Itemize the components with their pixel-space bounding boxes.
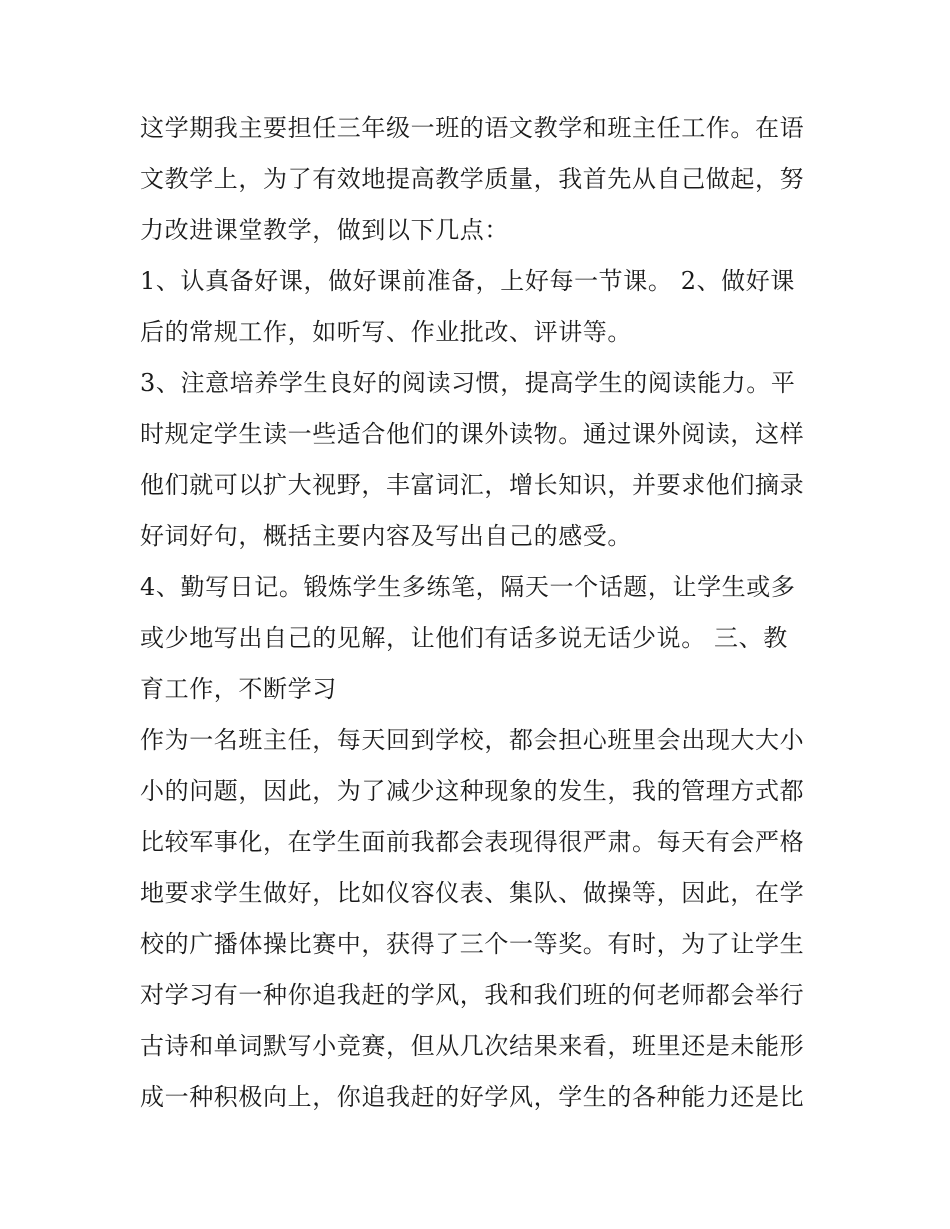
text-line: 作为一名班主任，每天回到学校，都会担心班里会出现大大小: [140, 726, 805, 754]
text-line: 地要求学生做好，比如仪容仪表、集队、做操等，因此，在学: [140, 879, 805, 907]
text-line: 这学期我主要担任三年级一班的语文教学和班主任工作。在语: [140, 114, 805, 142]
body-text: [140, 103, 820, 1123]
text-line: 小的问题，因此，为了减少这种现象的发生，我的管理方式都: [140, 777, 805, 805]
text-line: 时规定学生读一些适合他们的课外读物。通过课外阅读，这样: [140, 420, 805, 448]
text-line: 后的常规工作，如听写、作业批改、评讲等。: [140, 318, 632, 346]
text-line: 育工作，不断学习: [140, 675, 337, 703]
text-line: 比较军事化，在学生面前我都会表现得很严肃。每天有会严格: [140, 828, 805, 856]
text-line: 1、认真备好课，做好课前准备，上好每一节课。 2、做好课: [140, 267, 795, 295]
text-line: 校的广播体操比赛中，获得了三个一等奖。有时，为了让学生: [140, 930, 805, 958]
text-line: 或少地写出自己的见解，让他们有话多说无话少说。 三、教: [140, 624, 788, 652]
text-line: 3、注意培养学生良好的阅读习惯，提高学生的阅读能力。平: [140, 369, 796, 397]
text-line: 力改进课堂教学，做到以下几点：: [140, 216, 509, 244]
text-line: 成一种积极向上，你追我赶的好学风，学生的各种能力还是比: [140, 1083, 805, 1111]
text-line: 古诗和单词默写小竞赛，但从几次结果来看，班里还是未能形: [140, 1032, 805, 1060]
text-line: 文教学上，为了有效地提高教学质量，我首先从自己做起，努: [140, 165, 805, 193]
text-line: 他们就可以扩大视野，丰富词汇，增长知识，并要求他们摘录: [140, 471, 805, 499]
text-line: 4、勤写日记。锻炼学生多练笔，隔天一个话题，让学生或多: [140, 573, 796, 601]
text-line: 好词好句，概括主要内容及写出自己的感受。: [140, 522, 632, 550]
text-line: 对学习有一种你追我赶的学风，我和我们班的何老师都会举行: [140, 981, 805, 1009]
